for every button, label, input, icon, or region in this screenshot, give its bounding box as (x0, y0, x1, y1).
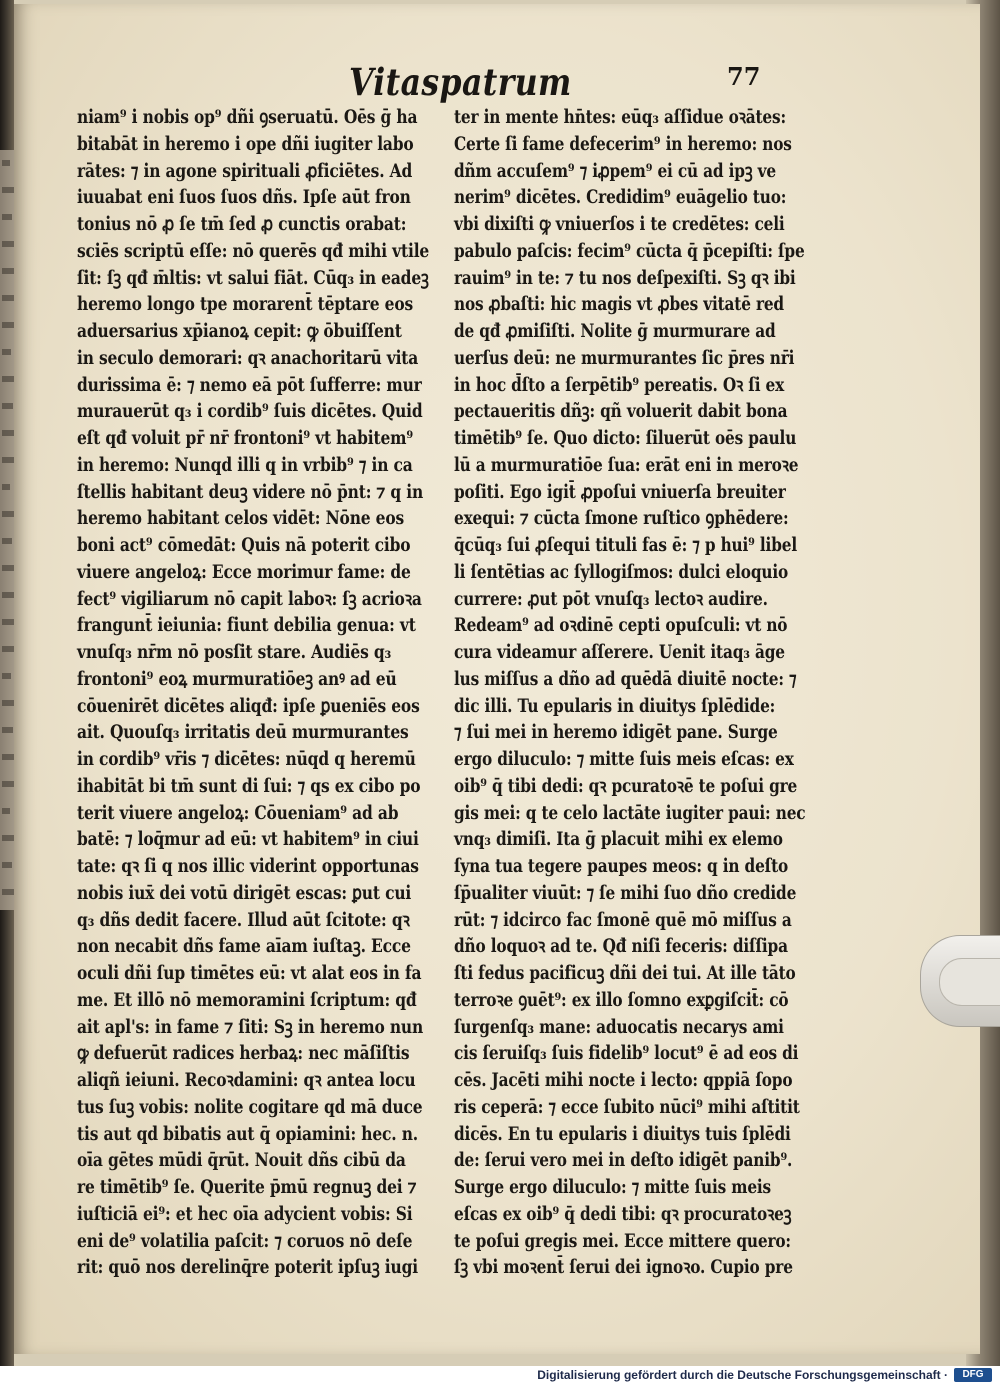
page-clip-inner (939, 958, 1000, 1006)
text-line: currere: ꝓut pōt vnuſq₃ lectoꝛ audire. (454, 588, 768, 610)
previous-page-text-fragment (2, 727, 13, 733)
text-line: frangunt̄ ieiunia: fiunt debilia genua: vt (77, 615, 416, 637)
previous-page-text-fragment (2, 808, 10, 814)
text-line: ris ceperā: ⁊ ecce ſubito nūci⁹ mihi aſtitit (454, 1096, 800, 1118)
text-line: poſiti. Ego igit̄ ꝓpoſui vniuerſa breuiter (454, 481, 786, 503)
text-line: durissima ē: ⁊ nemo eā pōt ſufferre: mur (77, 374, 422, 396)
text-line: aduersarius xp̄ianoꝝ cepit: ꝙ ōbuiſſent (77, 321, 402, 342)
text-line: ihabitāt bi tm̄ sunt di ſui: ⁊ qs ex cibo po (77, 775, 421, 797)
text-line: heremo longo tpe morarent̄ tēptare eos (77, 294, 414, 316)
text-line: timētib⁹ ſe. Quo dicto: ſiluerūt oēs paulu (454, 428, 797, 449)
text-line: heremo habitant celos vidēt: Nōne eos (77, 508, 405, 530)
text-line: q₃ dñs dedit facere. Illud aūt ſcitote: qꝛ (77, 909, 410, 931)
text-line: cōuenirēt dicētes aliqđ: ipſe ꝑueniēs eos (77, 695, 420, 717)
page-clip (920, 935, 1000, 1027)
text-line: ait. Quouſq₃ irritatis deū murmurantes (77, 722, 409, 744)
text-line: lus miſſus a dño ad quēdā diuitē nocte: ⁊ (454, 668, 797, 690)
text-line: cēs. Jacēti mihi nocte i lecto: qppiā ſopo (454, 1070, 793, 1091)
text-line: vnuſq₃ nr̄m nō posſit stare. Audiēs q₃ (77, 642, 392, 663)
text-line: murauerūt q₃ i cordib⁹ ſuis dicētes. Quid (77, 401, 423, 423)
text-line: Redeam⁹ ad oꝛdinē cepti opuſculi: vt nō (454, 615, 788, 637)
dfg-logo-icon: DFG (954, 1368, 992, 1382)
text-line: bitabāt in heremo i ope dñi iugiter labo (77, 133, 414, 155)
text-line: sciēs scriptū eſſe: nō querēs qđ mihi vtile (77, 240, 430, 262)
text-line: cura videamur aſſerere. Uenit itaq₃ āge (454, 642, 785, 663)
text-line: ⁊ ſui mei in heremo idigēt pane. Surge (454, 722, 778, 744)
text-line: ſit: ſꝫ qđ m̄ltis: vt salui fiāt. Cūq₃ in eadeꝫ (77, 267, 429, 289)
text-line: lū a murmuratiōe ſua: erāt eni in meroꝛe (454, 454, 799, 476)
text-line: niam⁹ i nobis op⁹ dñi ꝯseruatū. Oēs ḡ ha (77, 107, 418, 128)
text-line: rit: quō nos derelinq̄re poterit ipſuꝫ iugi (77, 1257, 418, 1279)
text-line: uerſus deū: ne murmurantes ſic p̄res nr̄i (454, 347, 795, 369)
text-line: ergo diluculo: ⁊ mitte ſuis meis eſcas: ex (454, 749, 794, 770)
text-line: pectaueritis dñꝫ: qñ voluerit dabit bona (454, 401, 788, 423)
text-line: frontoni⁹ eoꝝ murmuratiōeꝫ anꝰ ad eū (77, 668, 397, 690)
text-line: li ſentētias ac ſyllogiſmos: dulci eloquio (454, 561, 789, 583)
text-line: dño loquoꝛ ad te. Qđ niſi feceris: diſſipa (454, 936, 788, 958)
text-line: ſurgenſq₃ mane: aduocatis necarys ami (454, 1016, 784, 1038)
text-line: vnq₃ dimiſi. Ita ḡ placuit mihi ex elemo (454, 829, 783, 851)
text-line: viuere angeloꝝ: Ecce morimur fame: de (77, 561, 411, 583)
text-line: tis aut qd bibatis aut q̄ opiamini: hec. n. (77, 1123, 419, 1145)
text-column-left (77, 105, 500, 1282)
text-line: terroꝛe ꝯuēt⁹: ex illo ſomno exꝑgiſcit̄: cō (454, 989, 789, 1011)
text-line: dicēs. En tu epularis i diuitys tuis ſplēdi (454, 1123, 791, 1145)
text-line: in seculo demorari: qꝛ anachoritarū vita (77, 347, 419, 369)
text-line: ait apl's: in fame ⁊ ſiti: Sꝫ in heremo nun (77, 1016, 424, 1038)
text-line: fect⁹ vigiliarum nō capit laboꝛ: ſꝫ acrioꝛa (77, 588, 422, 610)
folio-number: 77 (727, 62, 761, 91)
previous-page-text-fragment (2, 862, 12, 868)
text-line: dñm accuſem⁹ ⁊ iꝓpem⁹ ei cū ad ipꝫ ve (454, 160, 777, 182)
text-line: rauim⁹ in te: ⁊ tu nos deſpexiſti. Sꝫ qꝛ ibi (454, 267, 796, 289)
text-line: ter in mente hn̄tes: eūq₃ aſſidue oꝛātes: (454, 107, 786, 128)
text-line: ꝙ defuerūt radices herbaꝝ: nec māſiſtis (77, 1043, 410, 1065)
text-line: oculi dñi ſup timētes eū: vt alat eos in fa (77, 963, 422, 984)
text-line: vbi dixiſti ꝙ vniuerſos i te credētes: celi (454, 214, 785, 235)
text-line: eſcas ex oib⁹ q̄ dedi tibi: qꝛ procuratoꝛeꝫ (454, 1203, 792, 1225)
text-line: iuſticiā ei⁹: et hec oīa adycient vobis: Si (77, 1203, 413, 1225)
running-title: Vitaspatrum (349, 60, 572, 104)
text-line: cis ſeruiſq₃ ſuis fidelib⁹ locut⁹ ē ad eos di (454, 1043, 799, 1065)
text-line: ſtellis habitant deuꝫ videre nō p̄nt: ⁊ q in (77, 481, 424, 503)
text-line: tate: qꝛ ſi q nos illic viderint opportunas (77, 856, 419, 877)
text-line: me. Et illō nō memoramini ſcriptum: qđ (77, 989, 417, 1011)
text-line: eſt qđ voluit pr̄ nr̄ frontoni⁹ vt habitem⁹ (77, 428, 413, 449)
previous-page-text-fragment (2, 592, 14, 598)
text-line: ſyna tua tegere paupes meos: q in deſto (454, 856, 789, 877)
text-line: re timētib⁹ ſe. Querite p̄mū regnuꝫ dei ⁊ (77, 1177, 417, 1198)
text-line: ſti fedus pacificuꝫ dñi dei tui. At ille tāto (454, 963, 796, 984)
previous-page-text-fragment (2, 484, 10, 490)
text-line: te poſui gregis mei. Ecce mittere quero: (454, 1230, 791, 1252)
text-line: pabulo paſcis: fecim⁹ cūcta q̄ p̄cepiſti: ſpe (454, 240, 805, 262)
text-line: ſꝫ vbi moꝛent̄ ſerui dei ignoꝛo. Cupio pre (454, 1257, 793, 1279)
text-line: boni act⁹ cōmedāt: Quis nā poterit cibo (77, 535, 411, 556)
previous-page-text-fragment (2, 673, 11, 679)
text-line: nos ꝓbaſti: hic magis vt ꝓbes vitatē red (454, 294, 784, 316)
text-line: iuuabat eni ſuos ſuos dñs. Ipſe aūt fron (77, 187, 411, 209)
text-line: aliqñ ieiuni. Recoꝛdamini: qꝛ antea locu (77, 1070, 416, 1091)
text-line: Surge ergo diluculo: ⁊ mitte ſuis meis (454, 1177, 772, 1198)
text-line: de: ſerui vero mei in deſto idigēt panib⁹. (454, 1150, 793, 1172)
text-line: batē: ⁊ loq̄mur ad eū: vt habitem⁹ in ciui (77, 829, 419, 851)
text-line: oīa gētes mūdi q̄rūt. Nouit dñs cibū da (77, 1150, 406, 1172)
previous-page-text-fragment (2, 160, 10, 166)
text-line: in heremo: Nunqd illi q in vrbib⁹ ⁊ in ca (77, 454, 413, 476)
previous-page-text-fragment (2, 538, 12, 544)
text-line: in hoc d̄ſto a ſerpētib⁹ pereatis. Oꝛ ſi ex (454, 374, 785, 396)
text-line: gis mei: q te celo lactāte iugiter paui: nec (454, 802, 806, 824)
footer-bar (0, 1366, 1000, 1385)
previous-page-text-fragment (2, 214, 12, 220)
text-line: de qđ ꝓmiſiſti. Nolite ḡ murmurare ad (454, 321, 776, 342)
text-line: nerim⁹ dicētes. Credidim⁹ euāgelio tuo: (454, 187, 787, 209)
text-line: tus ſuꝫ vobis: nolite cogitare qd mā duce (77, 1096, 423, 1118)
text-line: rātes: ⁊ in agone spirituali ꝓficiētes. Ad (77, 160, 413, 182)
text-line: oib⁹ q̄ tibi dedi: qꝛ pcuratoꝛē te poſui gre (454, 775, 798, 797)
text-line: exequi: ⁊ cūcta ſmone ruſtico ꝯphēdere: (454, 508, 789, 530)
text-line: in cordib⁹ vr̄is ⁊ dicētes: nūqd q heremū (77, 749, 416, 770)
previous-page-text-fragment (2, 349, 11, 355)
text-line: nobis iux̄ dei votū dirigēt escas: ꝑut cui (77, 882, 412, 904)
page-leaf (14, 4, 980, 1354)
text-line: eni de⁹ volatilia paſcit: ⁊ coruos nō deſe (77, 1230, 413, 1252)
text-line: tonius nō ꝓ ſe tm̄ ſed ꝓ cunctis orabat: (77, 214, 407, 235)
text-line: non necabit dñs fame aīam iuſtaꝫ. Ecce (77, 936, 411, 958)
funding-credit: Digitalisierung gefördert durch die Deutsche Forschungsgemeinschaft · (537, 1368, 948, 1382)
text-line: q̄cūq₃ ſui ꝓſequi tituli fas ē: ⁊ p hui⁹ libel (454, 535, 797, 556)
text-line: rūt: ⁊ idcirco fac ſmonē quē mō miſſus a (454, 909, 792, 931)
text-line: dic illi. Tu epularis in diuitys ſplēdide: (454, 695, 776, 717)
text-line: ſp̄ualiter viuūt: ⁊ ſe mihi ſuo dño credide (454, 882, 797, 904)
text-column-right (454, 105, 881, 1282)
text-line: terit viuere angeloꝝ: Cōueniam⁹ ad ab (77, 802, 399, 824)
previous-page-text-fragment (2, 268, 14, 274)
text-line: Certe ſi fame defecerim⁹ in heremo: nos (454, 133, 792, 155)
previous-page-text-fragment (2, 403, 13, 409)
